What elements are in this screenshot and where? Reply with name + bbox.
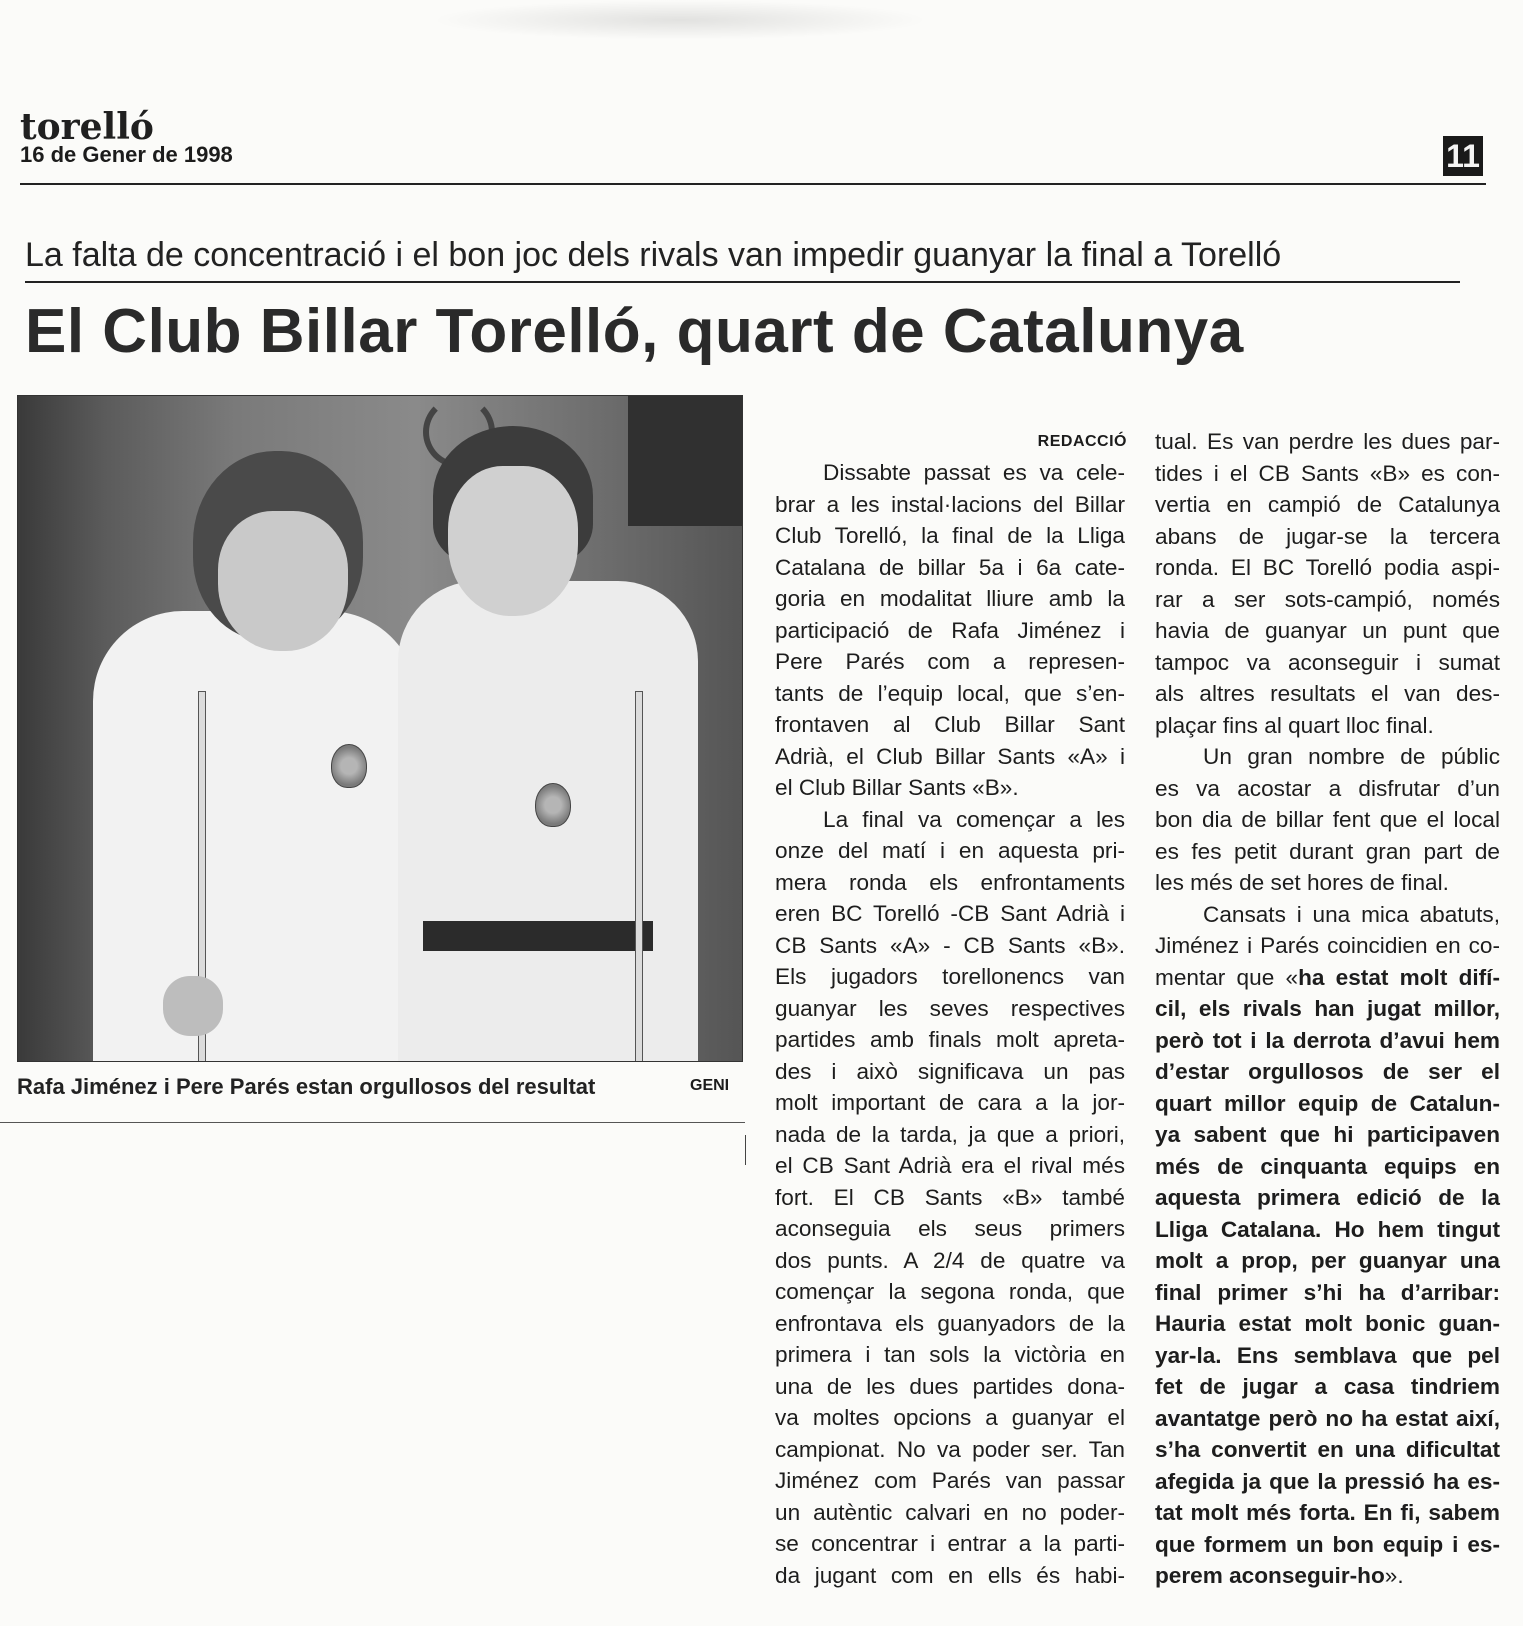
text-line: onze del matí i en aquesta pri- (775, 838, 1125, 863)
text-line: tants de l’equip local, que s’en- (775, 680, 1125, 706)
text-line: però tot i la derrota d’avui hem (1155, 1027, 1500, 1053)
text-line: Un gran nombre de públic (1203, 744, 1500, 769)
text-line: tat molt més forta. En fi, sabem (1155, 1500, 1500, 1525)
article-headline: El Club Billar Torelló, quart de Catalunya (25, 297, 1244, 366)
text-line: da jugant com en ells és habi- (775, 1562, 1125, 1588)
scan-shadow (430, 0, 930, 40)
byline: REDACCIÓ (1037, 433, 1127, 450)
text-line: que formem un bon equip i es- (1155, 1531, 1500, 1557)
text-line: va moltes opcions a guanyar el (775, 1405, 1125, 1430)
text-line: Jiménez com Parés van passar (775, 1468, 1125, 1493)
text-line: Adrià, el Club Billar Sants «A» i (775, 743, 1125, 769)
text-line: fet de jugar a casa tindriem (1155, 1374, 1500, 1399)
photo-caption: Rafa Jiménez i Pere Parés estan orgullosos del resultat (17, 1074, 596, 1099)
text-line: s’ha convertit en una dificultat (1155, 1437, 1500, 1462)
text-line: ronda. El BC Torelló podia aspi- (1155, 555, 1500, 580)
caption-rule (0, 1122, 745, 1123)
page-number: 11 (1443, 136, 1483, 176)
text-line: des i això significava un pas (775, 1058, 1125, 1084)
text-line: enfrontava els guanyadors de la (775, 1310, 1125, 1336)
text-line: Lliga Catalana. Ho hem tingut (1155, 1216, 1500, 1242)
column-mark (745, 1135, 746, 1165)
photo-cue-right (635, 691, 643, 1062)
text-line: mera ronda els enfrontaments (775, 869, 1125, 895)
newspaper-name: torelló (20, 106, 154, 148)
text-line: als altres resultats el van des- (1155, 681, 1500, 706)
text-line: Jiménez i Parés coincidien en co- (1155, 933, 1500, 958)
photo-credit: GENI (690, 1077, 730, 1094)
text-line: es fes petit durant gran part de (1155, 838, 1500, 864)
text-line: el Club Billar Sants «B». (775, 775, 1019, 800)
text-line: guanyar les seves respectives (775, 995, 1125, 1021)
text-line: fort. El CB Sants «B» també (775, 1184, 1125, 1210)
text-line: Club Torelló, la final de la Lliga (775, 523, 1125, 548)
text-line: se concentrar i entrar a la parti- (775, 1531, 1125, 1556)
text-line: rar a ser sots-campió, només (1155, 586, 1500, 612)
photo-face-right (448, 466, 578, 616)
text-line: dos punts. A 2/4 de quatre va (775, 1247, 1125, 1273)
text-line: d’estar orgullosos de ser el (1155, 1059, 1500, 1084)
text-line: La final va començar a les (823, 806, 1125, 832)
club-badge-icon (535, 783, 571, 827)
text-line: molt a prop, per guanyar una (1155, 1248, 1500, 1273)
kicker-rule (25, 281, 1460, 283)
text-line: goria en modalitat lliure amb la (775, 586, 1125, 611)
text-line: campionat. No va poder ser. Tan (775, 1436, 1125, 1462)
text-line: brar a les instal·lacions del Billar (775, 491, 1125, 517)
article-column-right (1155, 426, 1500, 1592)
text-line: Els jugadors torellonencs van (775, 964, 1125, 989)
text-line: aquesta primera edició de la (1155, 1185, 1500, 1210)
text-line: el CB Sant Adrià era el rival més (775, 1153, 1125, 1178)
text-line: Hauria estat molt bonic guan- (1155, 1311, 1500, 1336)
text-line: afegida ja que la pressió ha es- (1155, 1468, 1500, 1494)
text-line: les més de set hores de final. (1155, 870, 1449, 895)
photo-face-left (218, 511, 348, 651)
text-line: nada de la tarda, ja que a priori, (775, 1121, 1125, 1147)
text-line: Dissabte passat es va cele- (823, 460, 1125, 485)
text-line: cil, els rivals han jugat millor, (1155, 996, 1500, 1021)
text-line (1155, 962, 1500, 994)
header-rule (20, 183, 1486, 185)
text-line: més de cinquanta equips en (1155, 1153, 1500, 1179)
text-line: Pere Parés com a represen- (775, 649, 1125, 674)
text-line: ya sabent que hi participaven (1155, 1122, 1500, 1147)
text-line: Catalana de billar 5a i 6a cate- (775, 554, 1125, 580)
text-line: yar-la. Ens semblava que pel (1155, 1342, 1500, 1368)
text-line: una de les dues partides dona- (775, 1373, 1125, 1399)
text-line: molt important de cara a la jor- (775, 1090, 1125, 1115)
text-line: tual. Es van perdre les dues par- (1155, 429, 1500, 454)
text-line: aconseguia els seus primers (775, 1216, 1125, 1241)
text-line: quart millor equip de Catalun- (1155, 1090, 1500, 1116)
text-line: avantatge però no ha estat així, (1155, 1405, 1500, 1431)
photo-hand-left (163, 976, 223, 1036)
quote-close: ». (1384, 1563, 1404, 1588)
text-line: havia de guanyar un punt que (1155, 618, 1500, 643)
text-line: bon dia de billar fent que el local (1155, 807, 1500, 832)
text-line: frontaven al Club Billar Sant (775, 712, 1125, 737)
text-line: tides i el CB Sants «B» es con- (1155, 460, 1500, 486)
quote-end: perem aconseguir-ho (1155, 1563, 1385, 1588)
text-line: Cansats i una mica abatuts, (1203, 901, 1500, 927)
photo-background-wall (628, 396, 742, 526)
text-line: participació de Rafa Jiménez i (775, 617, 1125, 643)
article-kicker: La falta de concentració i el bon joc dels rivals van impedir guanyar la final a Torelló (25, 236, 1282, 274)
text-line: primera i tan sols la victòria en (775, 1342, 1125, 1367)
photo-belt (423, 921, 653, 951)
article-photo (17, 395, 743, 1062)
text-line: abans de jugar-se la tercera (1155, 523, 1500, 549)
issue-date: 16 de Gener de 1998 (20, 142, 233, 167)
text-line: partides amb finals molt apreta- (775, 1027, 1125, 1052)
text-line: començar la segona ronda, que (775, 1279, 1125, 1304)
text-line: tampoc va aconseguir i sumat (1155, 649, 1500, 675)
photo-person-left (93, 611, 418, 1062)
quote-lead: mentar que « (1155, 964, 1299, 990)
article-column-middle (775, 457, 1125, 1591)
text-line (1155, 1560, 1500, 1592)
club-badge-icon (331, 744, 367, 788)
quote-text: ha estat molt difí- (1298, 964, 1500, 990)
text-line: un autèntic calvari en no poder- (775, 1499, 1125, 1525)
text-line: es va acostar a disfrutar d’un (1155, 775, 1500, 801)
text-line: vertia en campió de Catalunya (1155, 492, 1500, 517)
text-line: plaçar fins al quart lloc final. (1155, 712, 1434, 738)
text-line: eren BC Torelló -CB Sant Adrià i (775, 901, 1125, 926)
text-line: final primer s’hi ha d’arribar: (1155, 1279, 1500, 1305)
text-line: CB Sants «A» - CB Sants «B». (775, 932, 1125, 958)
masthead (20, 106, 233, 168)
